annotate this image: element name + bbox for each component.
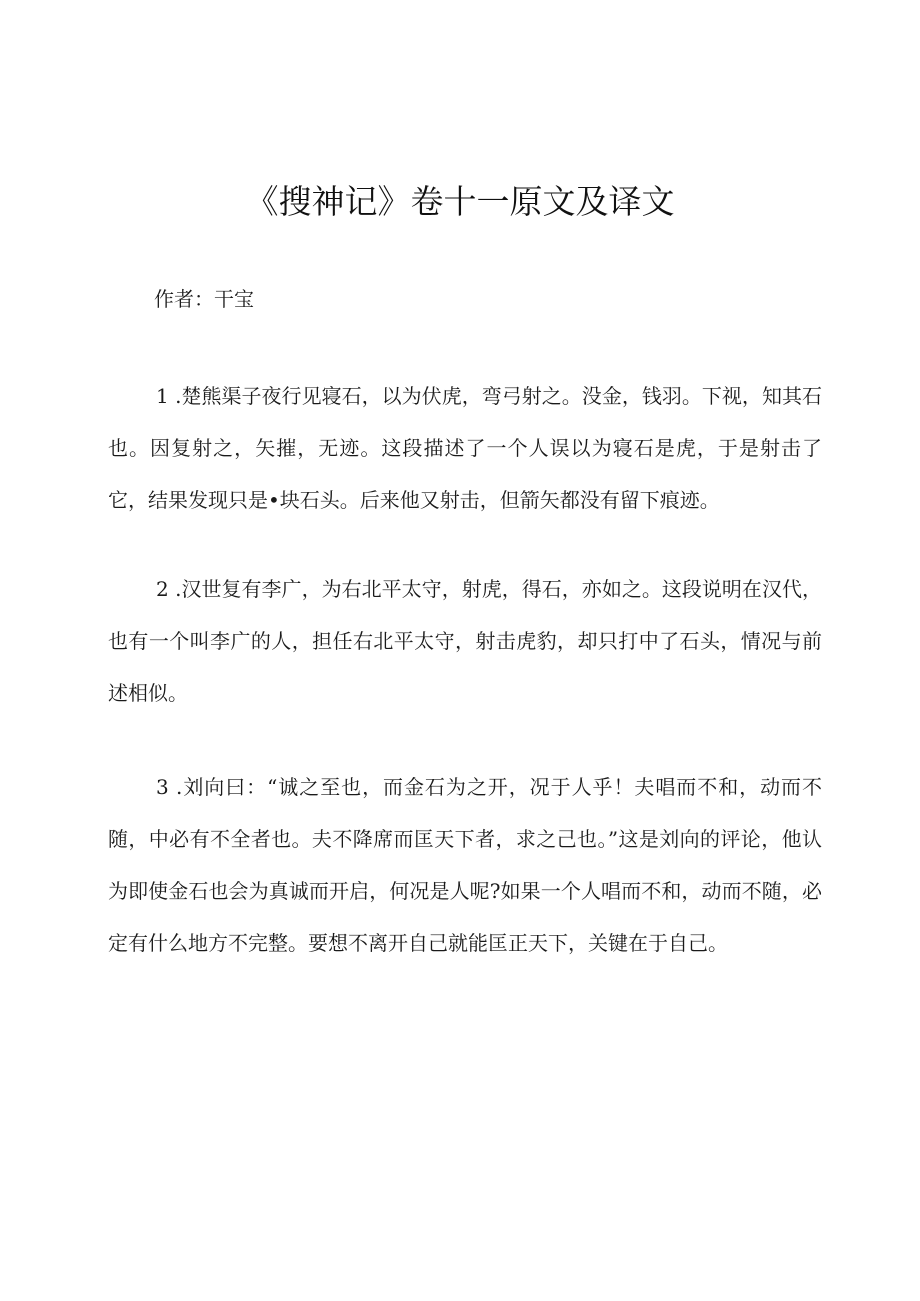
document-title: 《搜神记》卷十一原文及译文 (245, 182, 675, 221)
paragraph-2: 2 .汉世复有李广，为右北平太守，射虎，得石，亦如之。这段说明在汉代，也有一个叫李广的人，担任右北平太守，射击虎豹，却只打中了石头，情况与前述相似。 (108, 577, 822, 705)
author-line: 作者：干宝 (154, 287, 254, 311)
paragraph-1: 1 .楚熊渠子夜行见寝石，以为伏虎，弯弓射之。没金，钱羽。下视，知其石也。因复射之，矢摧，无迹。这段描述了一个人误以为寝石是虎，于是射击了它，结果发现只是•块石头。后来他又射击，但箭矢都没有留下痕迹。 (108, 384, 822, 512)
paragraph-3: 3 .刘向曰：“诚之至也，而金石为之开，况于人乎！夫唱而不和，动而不随，中必有不全者也。夫不降席而匡天下者，求之己也。”这是刘向的评论，他认为即使金石也会为真诚而开启，何况是人呢?如果一个人唱而不和，动而不随，必定有什么地方不完整。要想不离开自己就能匡正天下，关键在于自己。 (108, 775, 822, 955)
